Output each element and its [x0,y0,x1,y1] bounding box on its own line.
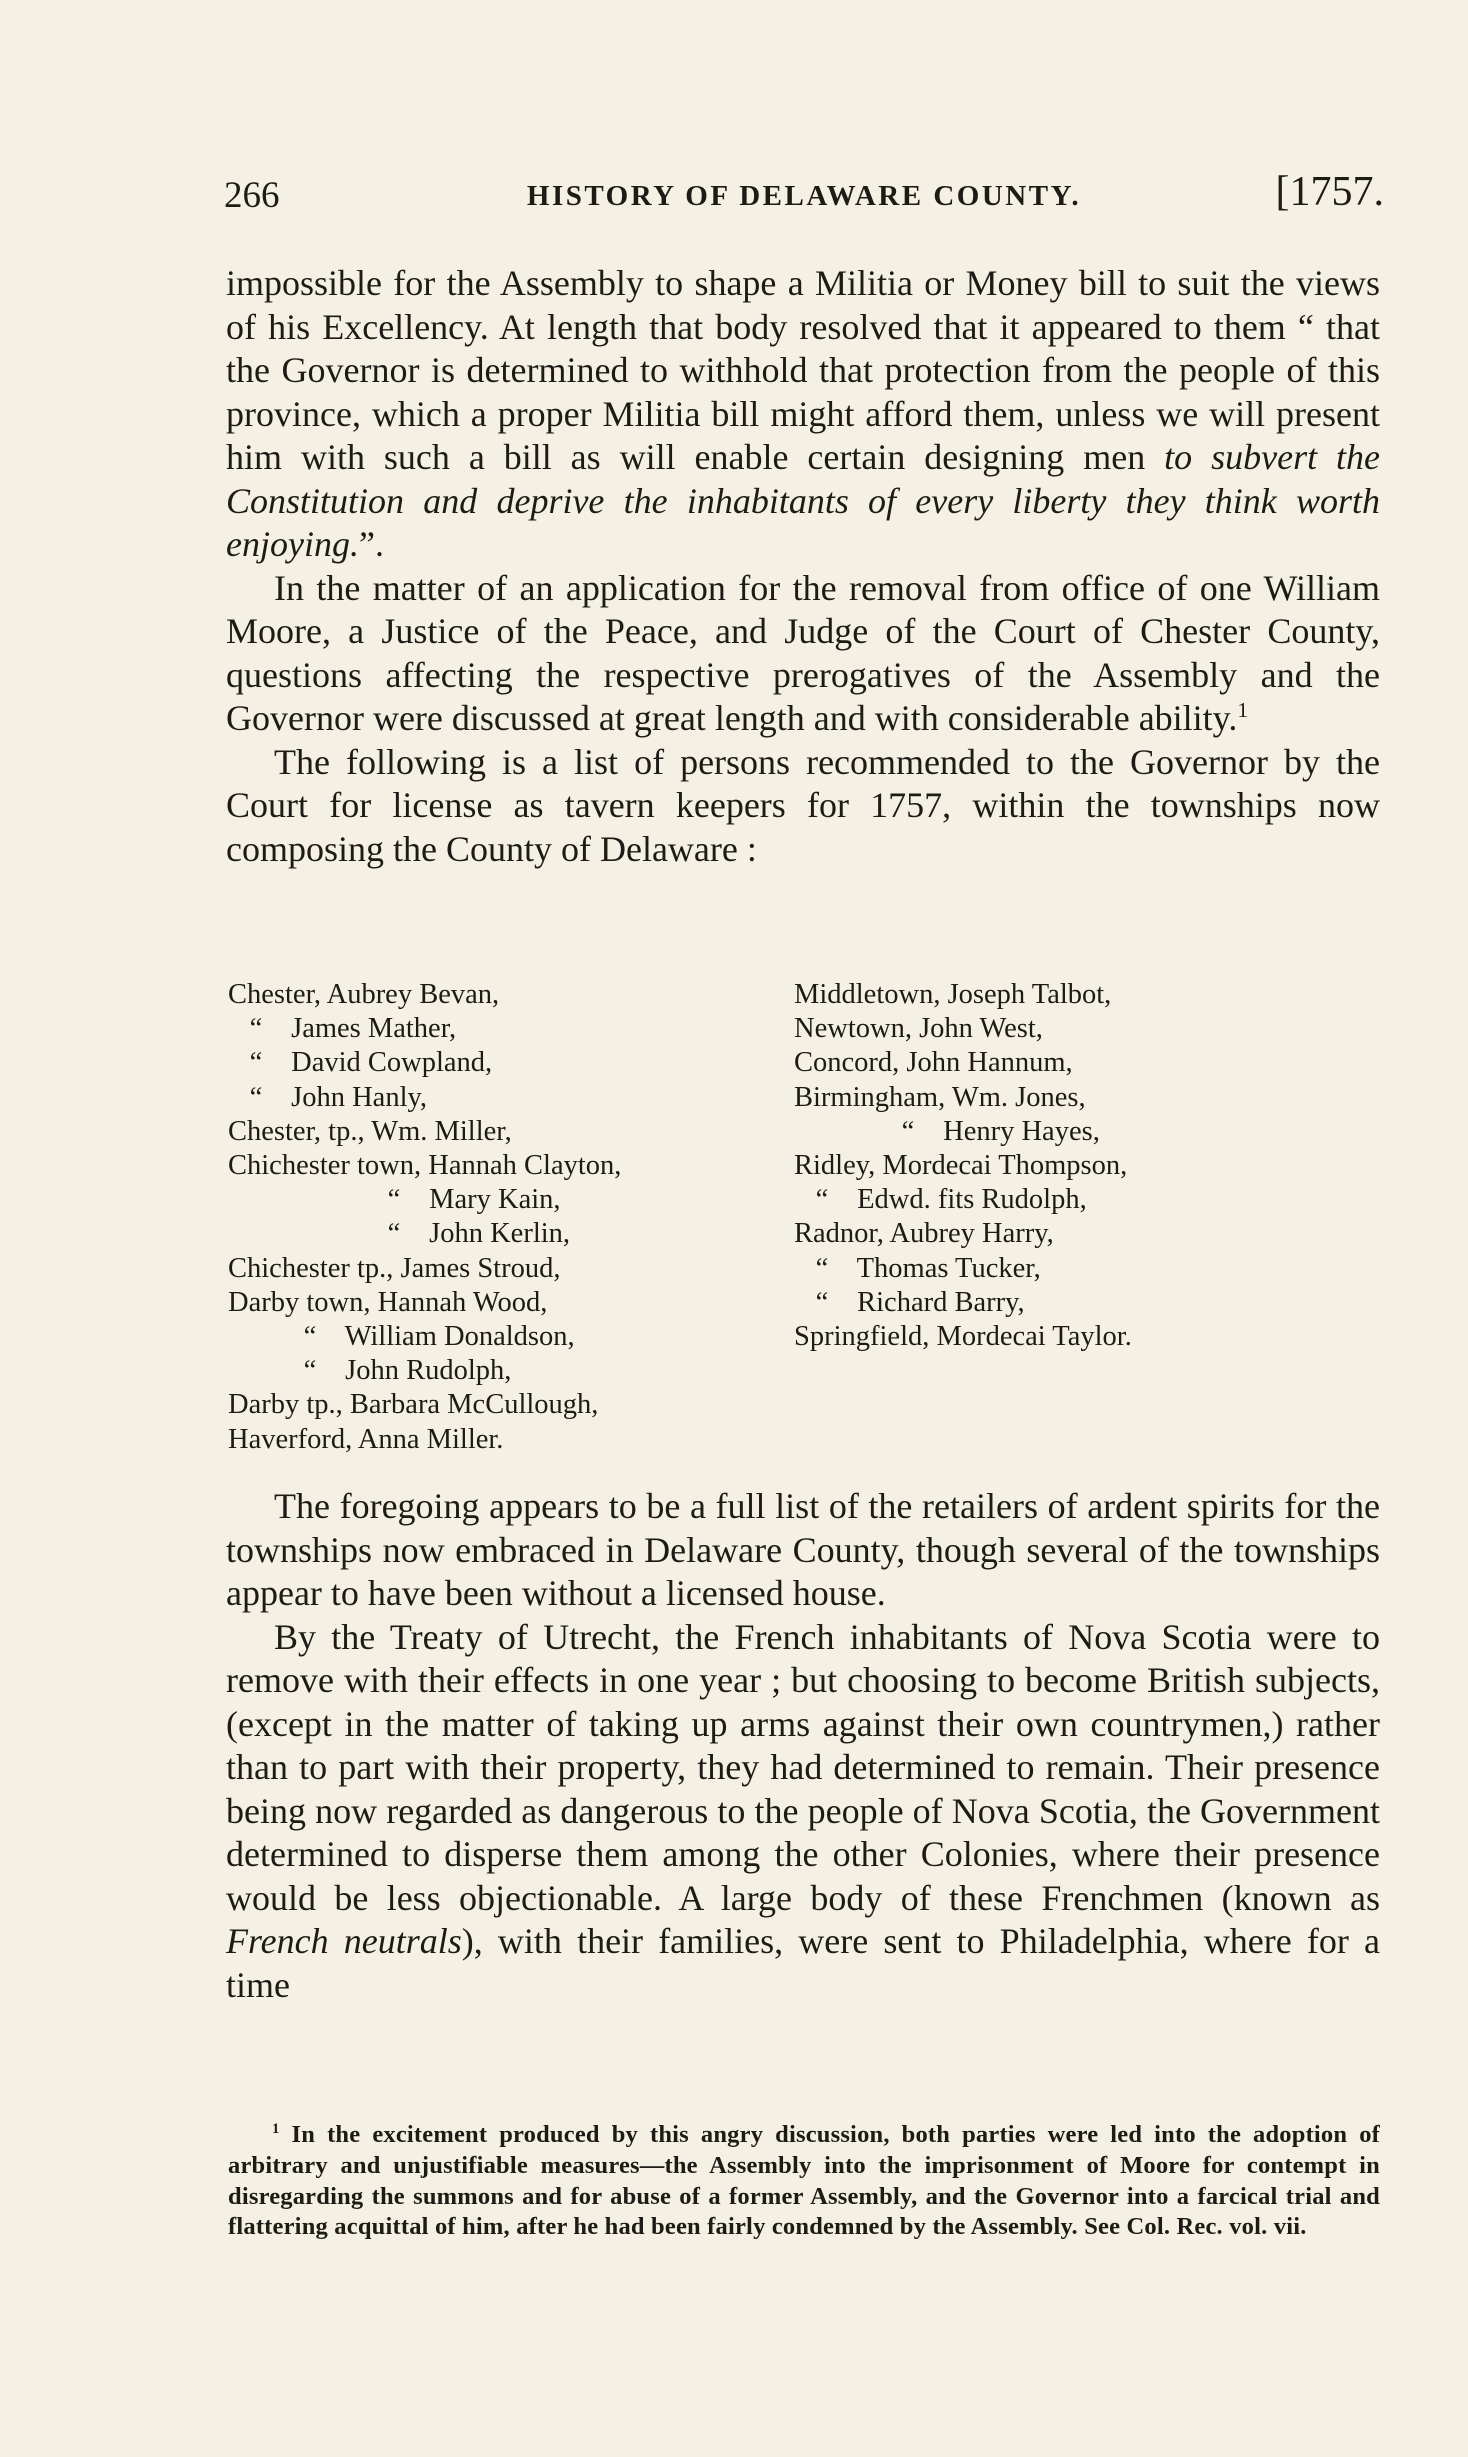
keeper-name: Mordecai Taylor. [936,1321,1132,1353]
list-entry [228,1046,788,1080]
township-name: Newtown, [794,1013,920,1045]
ditto-mark: “ [815,1184,829,1216]
list-entry [794,1046,1384,1080]
township-name: Springfield, [794,1321,937,1353]
keeper-name: Mary Kain, [429,1184,561,1216]
township-name: Chester, [228,979,327,1010]
township-name: Chichester town, [228,1150,429,1182]
township-name: Chichester tp., [228,1252,401,1284]
list-entry [228,1183,788,1217]
ditto-mark: “ [815,1252,829,1284]
keeper-name: Henry Hayes, [943,1115,1100,1147]
township-name: Darby town, [228,1286,378,1318]
list-entry [794,1320,1384,1354]
year-marker: [1757. [1275,169,1384,215]
township-name: Ridley, [794,1150,883,1182]
keeper-name: James Mather, [291,1013,457,1045]
ditto-mark: “ [387,1218,401,1250]
list-entry [794,978,1384,1012]
paragraph-french-neutrals: By the Treaty of Utrecht, the French inhabitants of Nova Scotia were to remove with their effects in one year ; but choosing to become British subjects, (except in the matter of taking up arms against their own countrymen,) rather than to part with their property, they had determined to remain. Their presence being now regarded as dangerous to the people of Nova Scotia, the Government determined to disperse them among the other Colonies, where their presence would be less objectionable. A large body of these Frenchmen (known as French neutrals), with their families, were sent to Philadelphia, where for a time [226,1616,1380,2005]
ditto-mark: “ [303,1355,317,1387]
footnote [228,2120,1380,2243]
township-name: Radnor, [794,1218,890,1250]
paragraph-william-moore: In the matter of an application for the removal from office of one William Moore, a Justice of the Peace, and Judge of the Court of Chester County, questions affecting the respective prerogatives of the Assembly and the Governor were discussed at great length and with considerable ability.$^1$ [226,567,1380,738]
footnote-marker: 1 [272,2120,280,2137]
paragraph-governor-resolution: impossible for the Assembly to shape a Militia or Money bill to suit the views of his Excellency. At length that body resolved that it appeared to them “ that the Governor is determined to withhold that protection from the people of this province, which a proper Militia bill might afford them, unless we will present him with such a bill as will enable certain designing men to subvert the Constitution and deprive the inhabitants of every liberty they think worth enjoying.”. [226,263,1380,564]
intro-text [226,262,1380,871]
list-entry [228,1115,788,1149]
keeper-name: Anna Miller. [357,1423,504,1455]
keeper-name: Barbara McCullough, [349,1389,599,1421]
footnote-ref: 1 [1237,698,1249,722]
keeper-name: Richard Barry, [857,1286,1025,1318]
township-name: Haverford, [228,1423,358,1455]
page-number: 266 [224,175,280,216]
ditto-mark: “ [249,1081,263,1113]
keeper-name: Joseph Talbot, [947,979,1112,1010]
keeper-name: John Hanly, [291,1081,428,1113]
list-entry [794,1252,1384,1286]
list-entry [794,1217,1384,1251]
keeper-name: William Donaldson, [344,1321,575,1353]
italic-term: French neutrals [226,1921,462,1961]
list-entry [228,1423,788,1457]
list-entry [794,1081,1384,1115]
ditto-mark: “ [901,1115,915,1147]
keeper-name: Aubrey Bevan, [326,979,500,1010]
keeper-name: Thomas Tucker, [856,1252,1041,1284]
running-header [224,168,1384,228]
ditto-mark: “ [249,1047,263,1079]
keeper-name: Wm. Jones, [951,1081,1086,1113]
township-name: Darby tp., [228,1389,350,1421]
list-entry [228,1320,788,1354]
township-name: Chester, tp., [228,1115,372,1147]
list-entry [228,1081,788,1115]
paragraph-foregoing-list: The foregoing appears to be a full list of the retailers of ardent spirits for the townships now embraced in Delaware County, though several of the townships appear to have been without a licensed house. [226,1486,1380,1613]
list-column-left [228,978,788,1457]
list-entry [228,1012,788,1046]
ditto-mark: “ [815,1286,829,1318]
township-name: Birmingham, [794,1081,952,1113]
township-name: Concord, [794,1047,907,1079]
closing-text [226,1485,1380,2007]
keeper-name: Hannah Wood, [377,1286,548,1318]
keeper-name: John Hannum, [906,1047,1073,1079]
keeper-name: John Rudolph, [345,1355,512,1387]
list-entry [228,1354,788,1388]
list-entry [228,1149,788,1183]
italic-quote: to subvert the Constitution and deprive the inhabitants of every liberty they think worth enjoying. [226,437,1380,564]
list-entry [228,978,788,1012]
keeper-name: Wm. Miller, [371,1115,512,1147]
keeper-name: James Stroud, [400,1252,561,1284]
list-column-right [794,978,1384,1354]
list-entry [794,1286,1384,1320]
list-entry [228,1286,788,1320]
keeper-name: Aubrey Harry, [889,1218,1054,1250]
keeper-name: John West, [919,1013,1043,1045]
ditto-mark: “ [303,1321,317,1353]
paragraph-list-intro: The following is a list of persons recommended to the Governor by the Court for license as tavern keepers for 1757, within the townships now composing the County of Delaware : [226,741,1380,869]
keeper-name: Edwd. fits Rudolph, [857,1184,1087,1216]
list-entry [228,1388,788,1422]
list-entry [794,1183,1384,1217]
list-entry [794,1012,1384,1046]
keeper-name: David Cowpland, [291,1047,493,1079]
running-title: HISTORY OF DELAWARE COUNTY. [526,180,1082,212]
ditto-mark: “ [387,1184,401,1216]
ditto-mark: “ [249,1013,263,1045]
keeper-name: John Kerlin, [429,1218,571,1250]
list-entry [228,1252,788,1286]
township-name: Middletown, [794,979,948,1010]
footnote-text: In the excitement produced by this angry discussion, both parties were led into the adoption of arbitrary and unjustifiable measures—the Assembly into the imprisonment of Moore for contempt in disregarding the summons and for abuse of a former Assembly, and the Governor into a farcical trial and flattering acquittal of him, after he had been fairly condemned by the Assembly. See Col. Rec. vol. vii. [228,2121,1380,2241]
keeper-name: Hannah Clayton, [428,1150,622,1182]
keeper-name: Mordecai Thompson, [882,1150,1128,1182]
list-entry [228,1217,788,1251]
list-entry [794,1149,1384,1183]
list-entry [794,1115,1384,1149]
